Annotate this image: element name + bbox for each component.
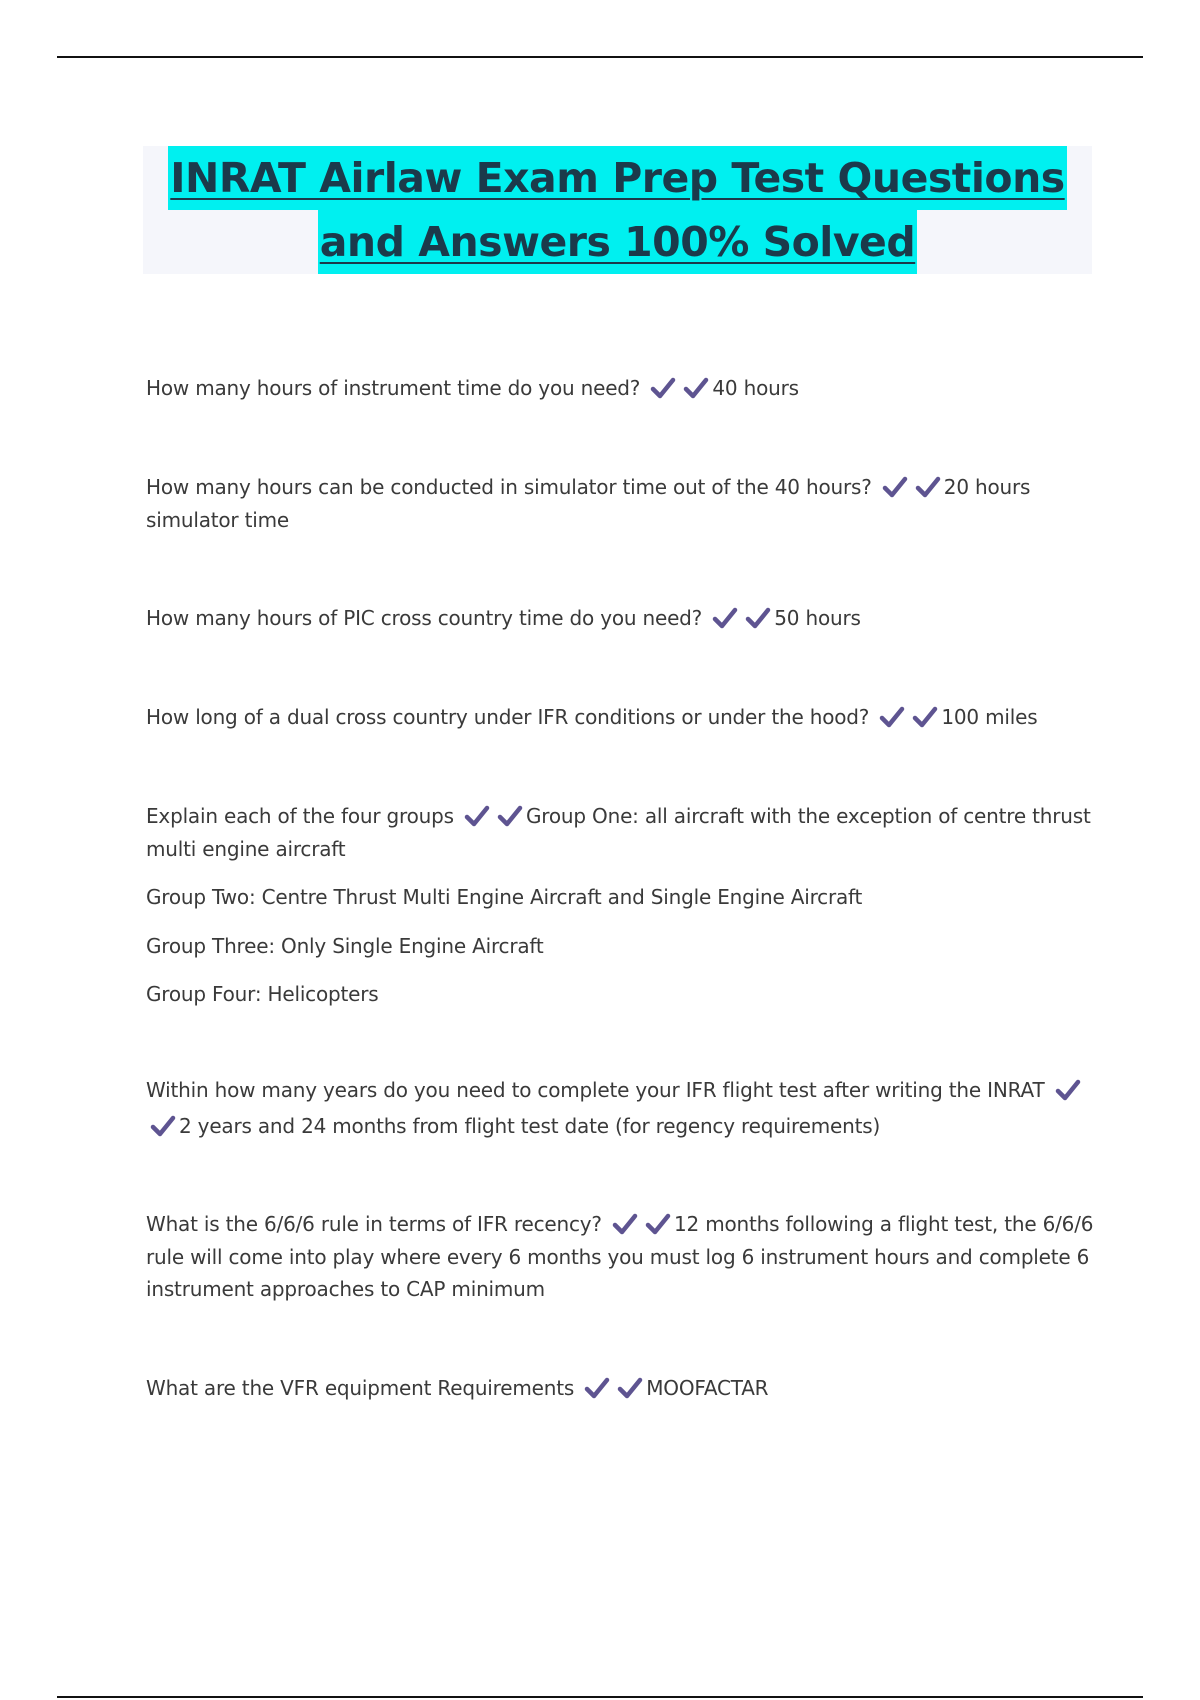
checkmark-icon (645, 1212, 671, 1236)
checkmark-icon (464, 804, 490, 828)
question-text: How long of a dual cross country under IFR conditions or under the hood? (146, 705, 870, 729)
qa-item (146, 800, 1096, 1011)
title-banner (143, 146, 1092, 274)
qa-item (146, 471, 1096, 536)
qa-item (146, 1072, 1096, 1144)
checkmark-icon (584, 1376, 610, 1400)
checkmark-icon (745, 606, 771, 630)
page-title-line-1: INRAT Airlaw Exam Prep Test Questions (168, 146, 1066, 210)
answer-text: 12 months following a flight test, the 6/6/6 rule will come into play where every 6 months you must log 6 instrument hours and complete 6 instrument approaches to CAP minimum (146, 1212, 1094, 1301)
checkmark-icon (617, 1376, 643, 1400)
checkmark-icon (912, 705, 938, 729)
question-text: Within how many years do you need to complete your IFR flight test after writing the INRAT (146, 1078, 1045, 1102)
checkmark-icon (683, 376, 709, 400)
question-text: What is the 6/6/6 rule in terms of IFR recency? (146, 1212, 602, 1236)
group-three-text: Group Three: Only Single Engine Aircraft (146, 933, 544, 958)
checkmark-icon (650, 376, 676, 400)
question-text: How many hours of instrument time do you need? (146, 376, 641, 400)
page-title-line-2: and Answers 100% Solved (318, 210, 917, 274)
qa-item (146, 602, 1096, 635)
answer-text: 100 miles (941, 705, 1038, 729)
checkmark-icon (497, 804, 523, 828)
checkmark-icon (150, 1114, 176, 1138)
answer-text: 40 hours (712, 376, 799, 400)
group-two-text: Group Two: Centre Thrust Multi Engine Aircraft and Single Engine Aircraft (146, 885, 863, 909)
question-text: How many hours can be conducted in simulator time out of the 40 hours? (146, 475, 872, 499)
question-text: How many hours of PIC cross country time do you need? (146, 606, 703, 630)
checkmark-icon (915, 475, 941, 499)
qa-item (146, 1208, 1096, 1306)
top-rule (57, 56, 1143, 58)
qa-item (146, 1372, 1096, 1405)
answer-text: 50 hours (774, 606, 861, 630)
answer-text: 2 years and 24 months from flight test date (for regency requirements) (179, 1114, 881, 1138)
answer-text: Group One: all aircraft with the exception of centre thrust multi engine aircraft (146, 804, 1091, 861)
question-text: What are the VFR equipment Requirements (146, 1376, 575, 1400)
bottom-rule (57, 1696, 1143, 1698)
answer-text: MOOFACTAR (646, 1376, 769, 1400)
answer-text: 20 hours simulator time (146, 475, 1031, 532)
checkmark-icon (612, 1212, 638, 1236)
group-four-text: Group Four: Helicopters (146, 982, 379, 1006)
qa-item (146, 701, 1096, 734)
checkmark-icon (1055, 1078, 1081, 1102)
checkmark-icon (879, 705, 905, 729)
qa-item (146, 372, 1096, 405)
checkmark-icon (712, 606, 738, 630)
question-text: Explain each of the four groups (146, 804, 454, 828)
checkmark-icon (882, 475, 908, 499)
